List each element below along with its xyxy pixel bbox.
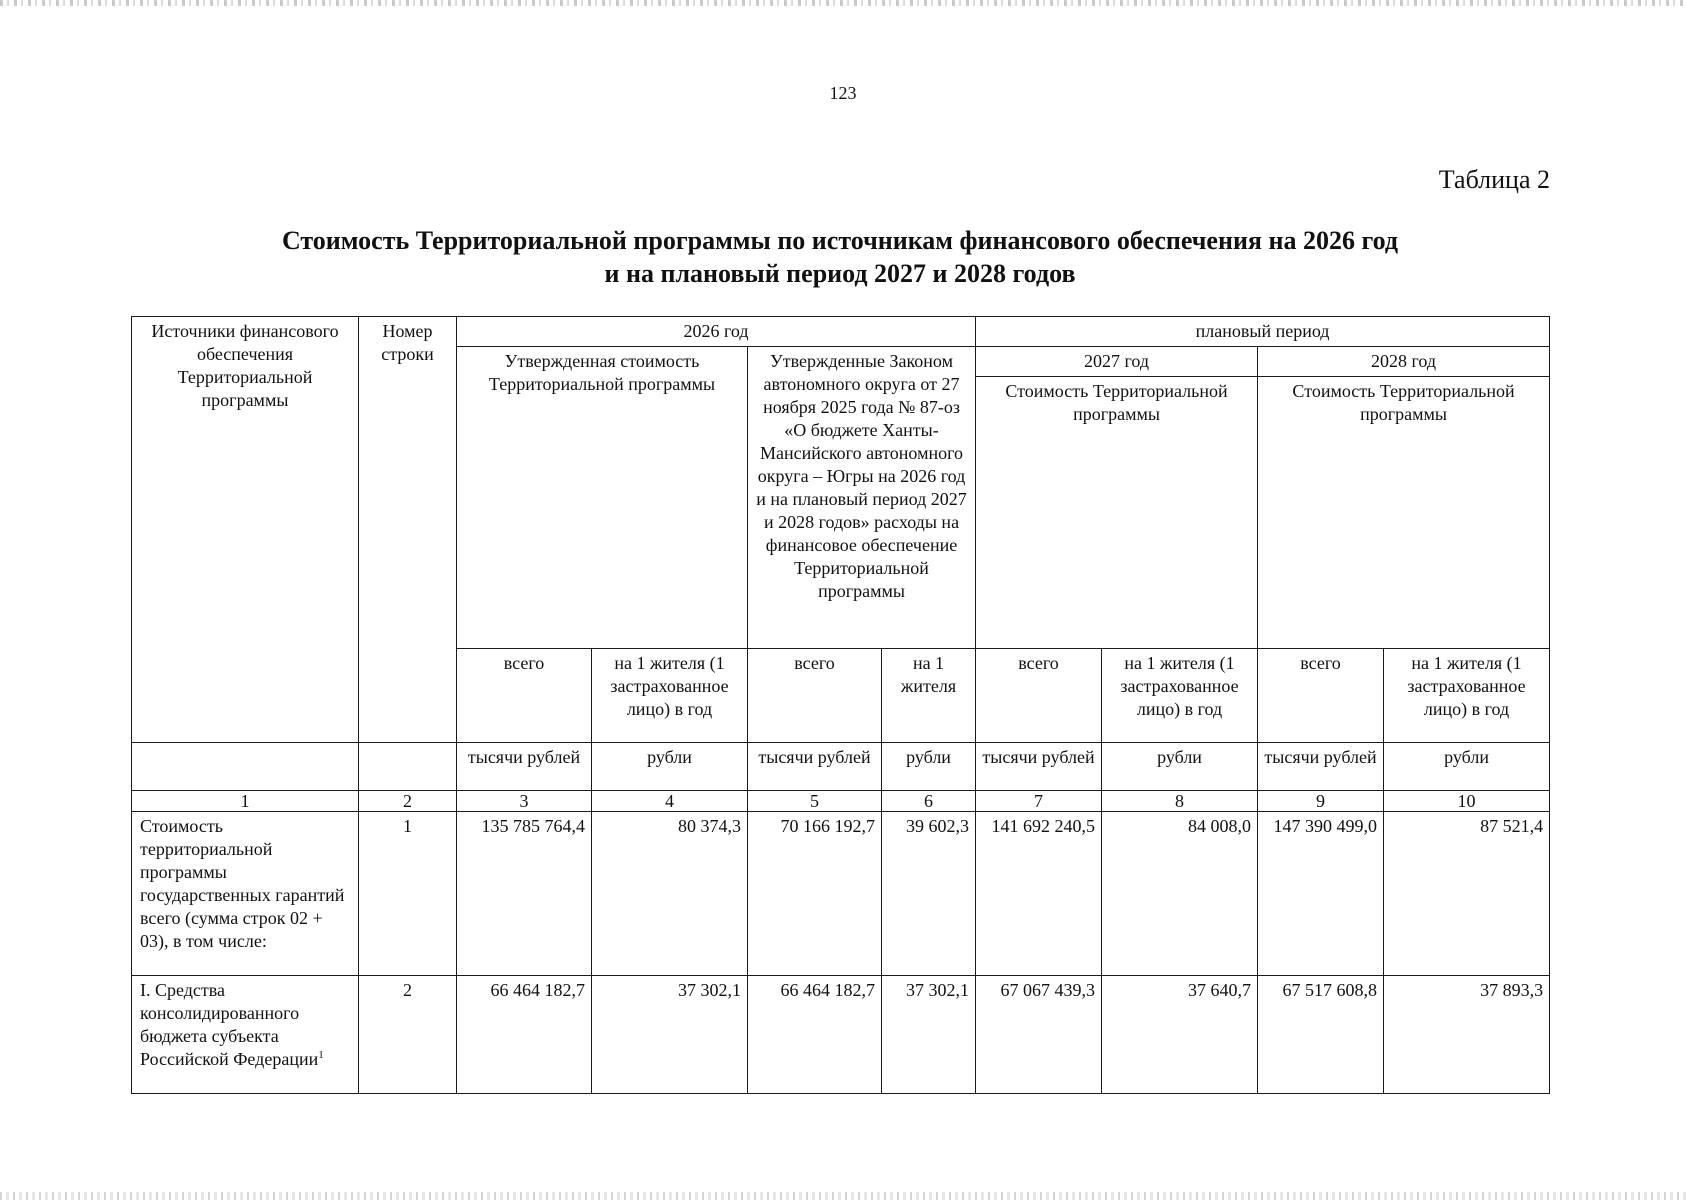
header-per-insured-col-4: на 1 жителя (1 застрахованное лицо) в год: [592, 649, 748, 743]
header-row-1: [132, 317, 1550, 347]
column-number: 10: [1384, 791, 1550, 812]
cell-col-3: 135 785 764,4: [457, 812, 592, 976]
column-number: 3: [457, 791, 592, 812]
cell-col-4: 37 302,1: [592, 976, 748, 1094]
cell-col-5: 70 166 192,7: [748, 812, 882, 976]
column-number: 6: [882, 791, 976, 812]
header-approved-cost: Утвержденная стоимость Территориальной программы: [457, 347, 748, 649]
cell-col-9: 147 390 499,0: [1258, 812, 1384, 976]
cell-col-7: 141 692 240,5: [976, 812, 1102, 976]
table-label: Таблица 2: [1438, 165, 1550, 194]
unit-col-10: рубли: [1384, 743, 1550, 791]
column-number: 9: [1258, 791, 1384, 812]
unit-col-7: тысячи рублей: [976, 743, 1102, 791]
column-number: 1: [132, 791, 359, 812]
cell-col-6: 37 302,1: [882, 976, 976, 1094]
table-row: [132, 812, 1550, 976]
header-per-insured-col-8: на 1 жителя (1 застрахованное лицо) в год: [1102, 649, 1258, 743]
cell-col-4: 80 374,3: [592, 812, 748, 976]
cell-col-3: 66 464 182,7: [457, 976, 592, 1094]
page-number: 123: [829, 83, 857, 103]
unit-col-5: тысячи рублей: [748, 743, 882, 791]
document-title-line-1: Стоимость Территориальной программы по источникам финансового обеспечения на 2026 год: [281, 226, 1399, 255]
scan-edge-top: [0, 0, 1686, 6]
cell-col-10: 87 521,4: [1384, 812, 1550, 976]
header-planning-period: плановый период: [976, 317, 1550, 347]
cell-col-7: 67 067 439,3: [976, 976, 1102, 1094]
scan-edge-bottom: [0, 1192, 1686, 1200]
row-source-name-text: I. Средства консолидированного бюджета субъекта Российской Федерации: [140, 980, 319, 1069]
header-total-col-5: всего: [748, 649, 882, 743]
header-units-row: [132, 743, 1550, 791]
document-title: [180, 224, 1500, 290]
header-year-2027: 2027 год: [976, 347, 1258, 377]
header-year-2028: 2028 год: [1258, 347, 1550, 377]
cell-col-10: 37 893,3: [1384, 976, 1550, 1094]
header-total-col-3: всего: [457, 649, 592, 743]
row-source-name: [132, 976, 359, 1094]
unit-col-3: тысячи рублей: [457, 743, 592, 791]
unit-col-8: рубли: [1102, 743, 1258, 791]
units-spacer-col-1: [132, 743, 359, 791]
cell-col-8: 84 008,0: [1102, 812, 1258, 976]
column-number: 5: [748, 791, 882, 812]
footnote-marker: 1: [318, 1049, 324, 1061]
row-number: 2: [359, 976, 457, 1094]
cell-col-9: 67 517 608,8: [1258, 976, 1384, 1094]
cost-table: [131, 316, 1550, 1094]
document-title-line-2: и на плановый период 2027 и 2028 годов: [604, 259, 1076, 288]
unit-col-6: рубли: [882, 743, 976, 791]
header-per-resident-col-6: на 1 жителя: [882, 649, 976, 743]
column-number: 2: [359, 791, 457, 812]
header-sources: Источники финансового обеспечения Территориальной программы: [132, 317, 359, 743]
column-number: 8: [1102, 791, 1258, 812]
column-number: 4: [592, 791, 748, 812]
header-total-col-7: всего: [976, 649, 1102, 743]
header-total-col-9: всего: [1258, 649, 1384, 743]
column-number-row: [132, 791, 1550, 812]
cell-col-8: 37 640,7: [1102, 976, 1258, 1094]
cell-col-5: 66 464 182,7: [748, 976, 882, 1094]
unit-col-4: рубли: [592, 743, 748, 791]
row-source-name: Стоимость территориальной программы государственных гарантий всего (сумма строк 02 + 03), в том числе:: [132, 812, 359, 976]
header-law-expenses: Утвержденные Законом автономного округа от 27 ноября 2025 года № 87-оз «О бюджете Ханты-Мансийского автономного округа – Югры на 2026 год и на плановый период 2027 и 2028 годов» расходы на финансовое обеспечение Территориальной программы: [748, 347, 976, 649]
unit-col-9: тысячи рублей: [1258, 743, 1384, 791]
units-spacer-col-2: [359, 743, 457, 791]
column-number: 7: [976, 791, 1102, 812]
header-per-insured-col-10: на 1 жителя (1 застрахованное лицо) в год: [1384, 649, 1550, 743]
row-number: 1: [359, 812, 457, 976]
table-row: [132, 976, 1550, 1094]
header-cost-2027: Стоимость Территориальной программы: [976, 377, 1258, 649]
cell-col-6: 39 602,3: [882, 812, 976, 976]
header-cost-2028: Стоимость Территориальной программы: [1258, 377, 1550, 649]
header-row-number: Номер строки: [359, 317, 457, 743]
header-year-2026: 2026 год: [457, 317, 976, 347]
